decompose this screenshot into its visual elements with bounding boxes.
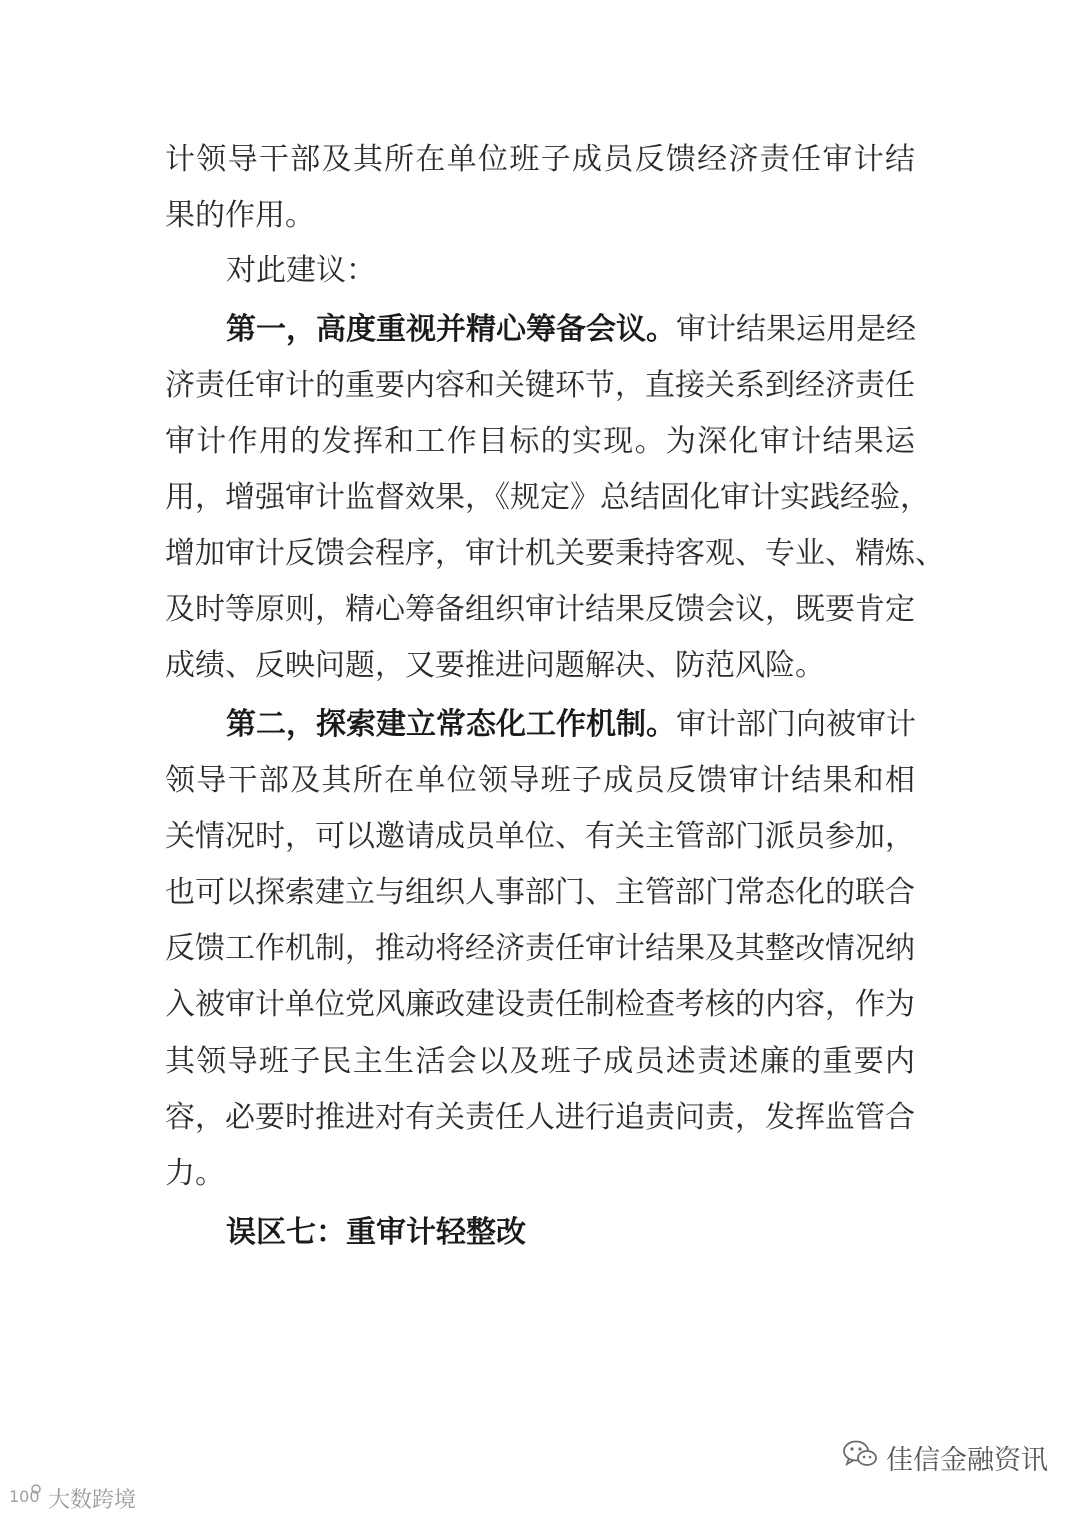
- body-line: 容，必要时推进对有关责任人进行追责问责，发挥监管合: [165, 1100, 915, 1135]
- watermark-left: [8, 1478, 136, 1518]
- body-text: 审计部门向被审计: [676, 707, 916, 742]
- body-line: 成绩、反映问题，又要推进问题解决、防范风险。: [165, 648, 825, 683]
- body-text: 审计结果运用是经: [676, 312, 916, 347]
- body-line: 其领导班子民主生活会以及班子成员述责述廉的重要内: [165, 1044, 915, 1079]
- watermark-right: [842, 1432, 1048, 1482]
- paragraph-heading-line: [226, 697, 915, 753]
- wechat-icon: [842, 1439, 878, 1476]
- section-heading-2: 第二，探索建立常态化工作机制。: [226, 707, 676, 742]
- body-line: 关情况时，可以邀请成员单位、有关主管部门派员参加，: [165, 819, 915, 854]
- svg-text:100: 100: [9, 1487, 40, 1506]
- section-heading-3: 误区七：重审计轻整改: [226, 1215, 526, 1250]
- watermark-right-text: 佳信金融资讯: [886, 1444, 1048, 1476]
- body-line: 济责任审计的重要内容和关键环节，直接关系到经济责任: [165, 368, 915, 403]
- body-line: 也可以探索建立与组织人事部门、主管部门常态化的联合: [165, 875, 915, 910]
- body-line: 及时等原则，精心筹备组织审计结果反馈会议，既要肯定: [165, 592, 915, 627]
- body-line: 对此建议：: [226, 253, 376, 288]
- paragraph-heading-line: [226, 302, 915, 358]
- section-heading-1: 第一，高度重视并精心筹备会议。: [226, 312, 676, 347]
- body-line: 入被审计单位党风廉政建设责任制检查考核的内容，作为: [165, 987, 915, 1022]
- section-heading-line: [226, 1205, 915, 1261]
- watermark-logo: [8, 1482, 42, 1514]
- body-line: 力。: [165, 1156, 225, 1191]
- body-line: 用，增强审计监督效果，《规定》总结固化审计实践经验，: [165, 480, 930, 515]
- body-line: 计领导干部及其所在单位班子成员反馈经济责任审计结: [165, 142, 915, 177]
- body-line: 增加审计反馈会程序，审计机关要秉持客观、专业、精炼、: [165, 536, 945, 571]
- body-line: 审计作用的发挥和工作目标的实现。为深化审计结果运: [165, 424, 915, 459]
- body-line: 反馈工作机制，推动将经济责任审计结果及其整改情况纳: [165, 931, 915, 966]
- body-line: 领导干部及其所在单位领导班子成员反馈审计结果和相: [165, 763, 915, 798]
- body-line: 果的作用。: [165, 198, 315, 233]
- watermark-left-text: 大数跨境: [48, 1487, 137, 1513]
